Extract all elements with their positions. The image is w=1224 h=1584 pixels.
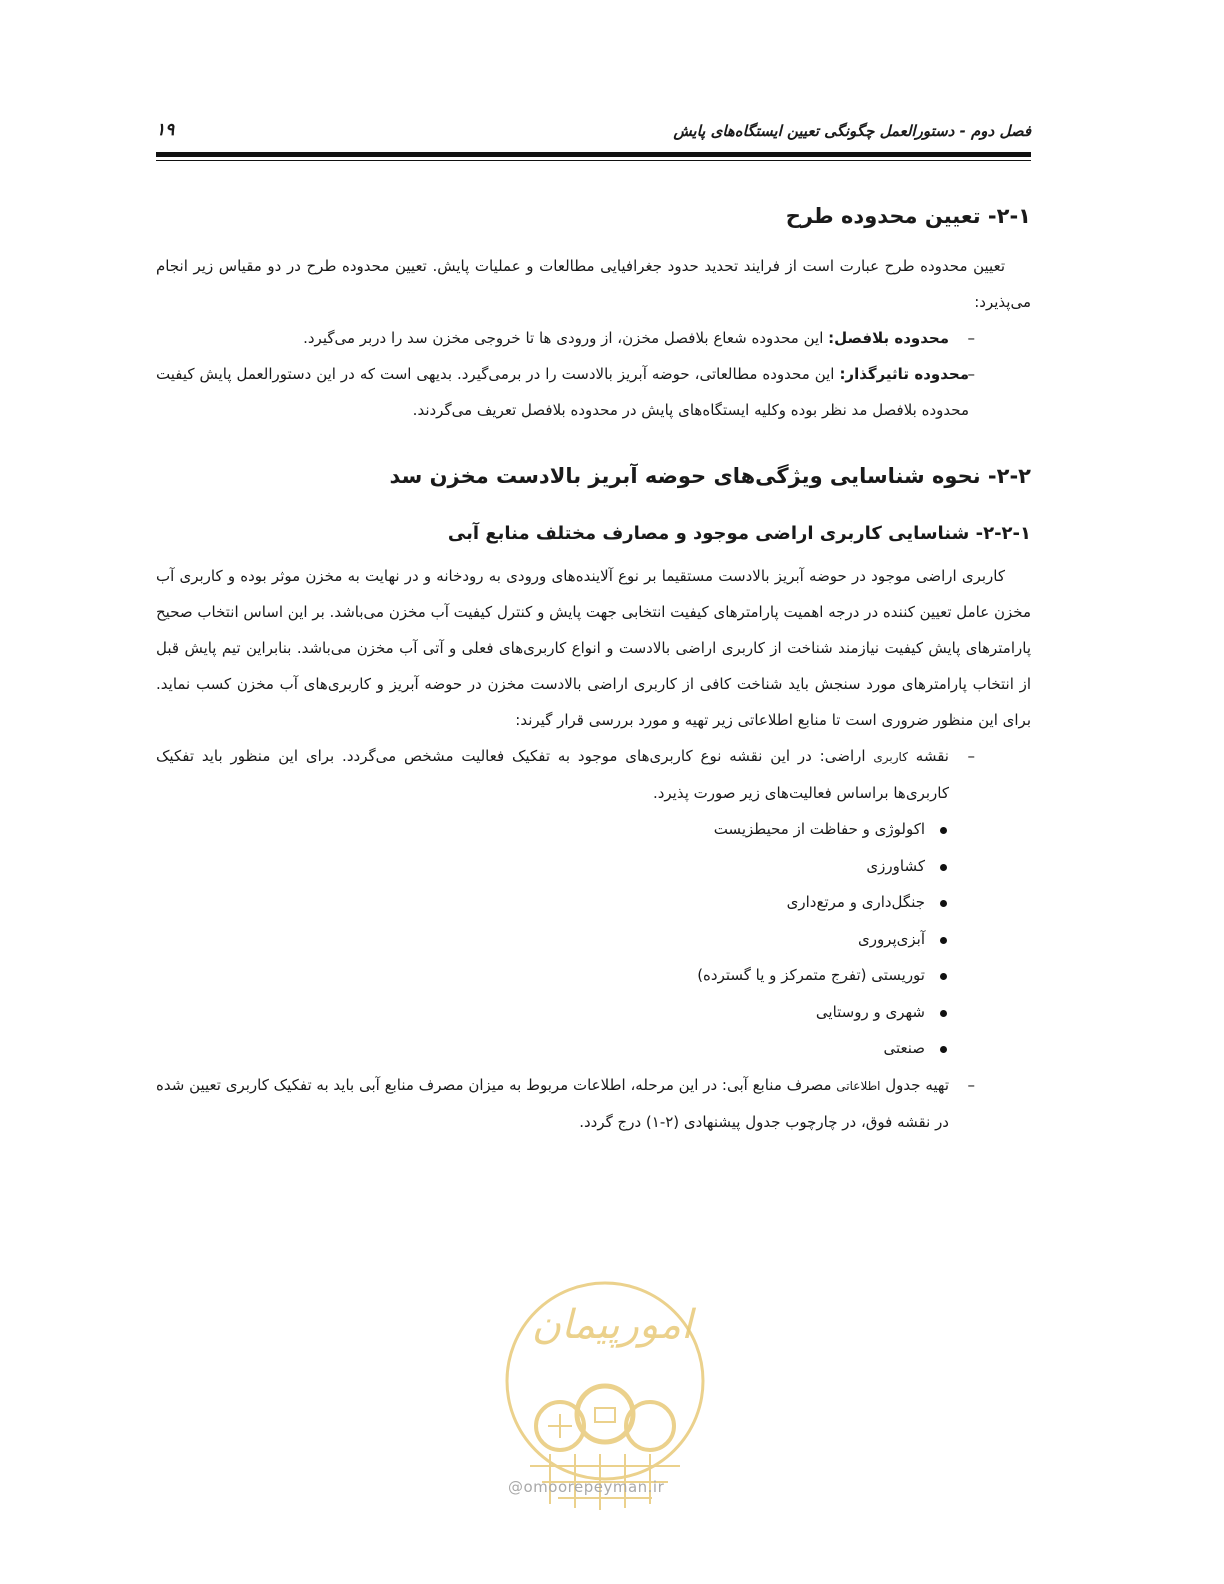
definition: این محدوده مطالعاتی، حوضه آبریز بالادست را در برمی‌گیرد. بدیهی است که در این دستورالعمل پایش کیفیت محدوده بلافصل مد نظر بوده وکلیه ایستگاه‌های پایش در محدوده بلافصل تعریف می‌گردند.: [156, 365, 969, 419]
item-text: مصرف منابع آبی: در این مرحله، اطلاعات مربوط به میزان مصرف منابع آبی باید به تفکیک کاربری تعیین شده در نقشه فوق، در چارچوب جدول پیشنهادی (۲-۱) درج گردد.: [156, 1075, 949, 1131]
intro-paragraph: تعیین محدوده طرح عبارت است از فرایند تحدید حدود جغرافیایی مطالعات و عملیات پایش. تعیین محدوده طرح در دو مقیاس زیر انجام می‌پذیرد:: [156, 257, 1031, 311]
bullet-item: [156, 994, 947, 1031]
watermark-url: @omoorepeyman.ir: [508, 1478, 665, 1496]
dash-marker: –: [967, 1075, 975, 1094]
item-text: اراضی: در این نقشه نوع کاربری‌های موجود به تفکیک فعالیت مشخص می‌گردد. برای این منظور باید تفکیک کاربری‌ها براساس فعالیت‌های زیر صورت پذیرد.: [156, 747, 949, 802]
heading-2-1: ۲-۱- تعیین محدوده طرح: [785, 204, 1031, 228]
bullet-icon: [925, 811, 947, 848]
bullet-icon: [925, 884, 947, 921]
bullet-item: [156, 957, 947, 994]
bullet-item: [156, 811, 947, 848]
bullet-item: [156, 1030, 947, 1067]
running-header: [156, 118, 1031, 148]
bullet-text: صنعتی: [883, 1039, 925, 1057]
bullet-item: [156, 848, 947, 885]
bullet-text: کشاورزی: [866, 856, 925, 875]
item-small-word: اطلاعاتی: [836, 1078, 881, 1093]
bullet-text: توریستی (تفرج متمرکز و یا گسترده): [697, 966, 925, 984]
term: محدوده بلافصل:: [828, 329, 949, 347]
bullet-item: [156, 921, 947, 958]
item-lead: نقشه: [907, 747, 949, 765]
bullet-item: [156, 884, 947, 921]
list-item: [156, 320, 1031, 356]
bullet-icon: [925, 921, 947, 958]
bullet-icon: [925, 1030, 947, 1067]
heading-2-2-1: ۲-۲-۱- شناسایی کاربری اراضی موجود و مصارف مختلف منابع آبی: [447, 523, 1031, 544]
list-item: [156, 356, 1031, 428]
body-paragraph: کاربری اراضی موجود در حوضه آبریز بالادست مستقیما بر نوع آلاینده‌های ورودی به رودخانه و در نهایت به مخزن موثر بوده و کاربری آب مخزن عامل تعیین کننده در درجه اهمیت پارامترهای کیفیت انتخابی جهت پایش و کنترل کیفیت آب مخزن می‌باشد. بر این اساس انتخاب صحیح پارامترهای پایش کیفیت نیازمند شناخت از کاربری اراضی بالادست و انواع کاربری‌های فعلی و آتی آب مخزن می‌باشد. بنابراین تیم پایش قبل از انتخاب پارامترهای مورد سنجش باید شناخت کافی از کاربری اراضی بالادست مخزن در حوضه آبریز و کاربری‌های آب مخزن کسب نماید. برای این منظور ضروری است تا منابع اطلاعاتی زیر تهیه و مورد بررسی قرار گیرند:: [156, 567, 1031, 729]
running-title: فصل دوم - دستورالعمل چگونگی تعیین ایستگاه‌های پایش: [673, 122, 1031, 140]
bullet-icon: [925, 957, 947, 994]
list-item: [156, 738, 1031, 811]
header-rule-thick: [156, 152, 1031, 157]
bullet-text: اکولوژی و حفاظت از محیطزیست: [713, 820, 925, 838]
page-number: ۱۹: [156, 120, 175, 140]
bullet-icon: [925, 848, 947, 885]
page-content: [156, 196, 1031, 1140]
definition: این محدوده شعاع بلافصل مخزن، از ورودی ها تا خروجی مخزن سد را دربر می‌گیرد.: [303, 329, 829, 347]
item-small-word: کاربری: [873, 750, 908, 764]
header-rule-thin: [156, 160, 1031, 161]
dash-marker: –: [967, 365, 975, 383]
dash-marker: –: [967, 329, 975, 347]
list-item: [156, 1067, 1031, 1140]
watermark-logo-text: امورپیمان: [531, 1302, 693, 1348]
bullet-text: شهری و روستایی: [815, 1002, 925, 1021]
item-lead: تهیه جدول: [880, 1075, 949, 1094]
bullet-text: جنگل‌داری و مرتع‌داری: [786, 893, 925, 911]
heading-2-2: ۲-۲- نحوه شناسایی ویژگی‌های حوضه آبریز بالادست مخزن سد: [389, 464, 1031, 488]
land-use-bullet-list: [156, 811, 1031, 1067]
dash-marker: –: [967, 747, 975, 765]
bullet-text: آبزی‌پروری: [857, 929, 925, 948]
bullet-icon: [925, 994, 947, 1031]
term: محدوده تاثیرگذار:: [839, 365, 970, 383]
